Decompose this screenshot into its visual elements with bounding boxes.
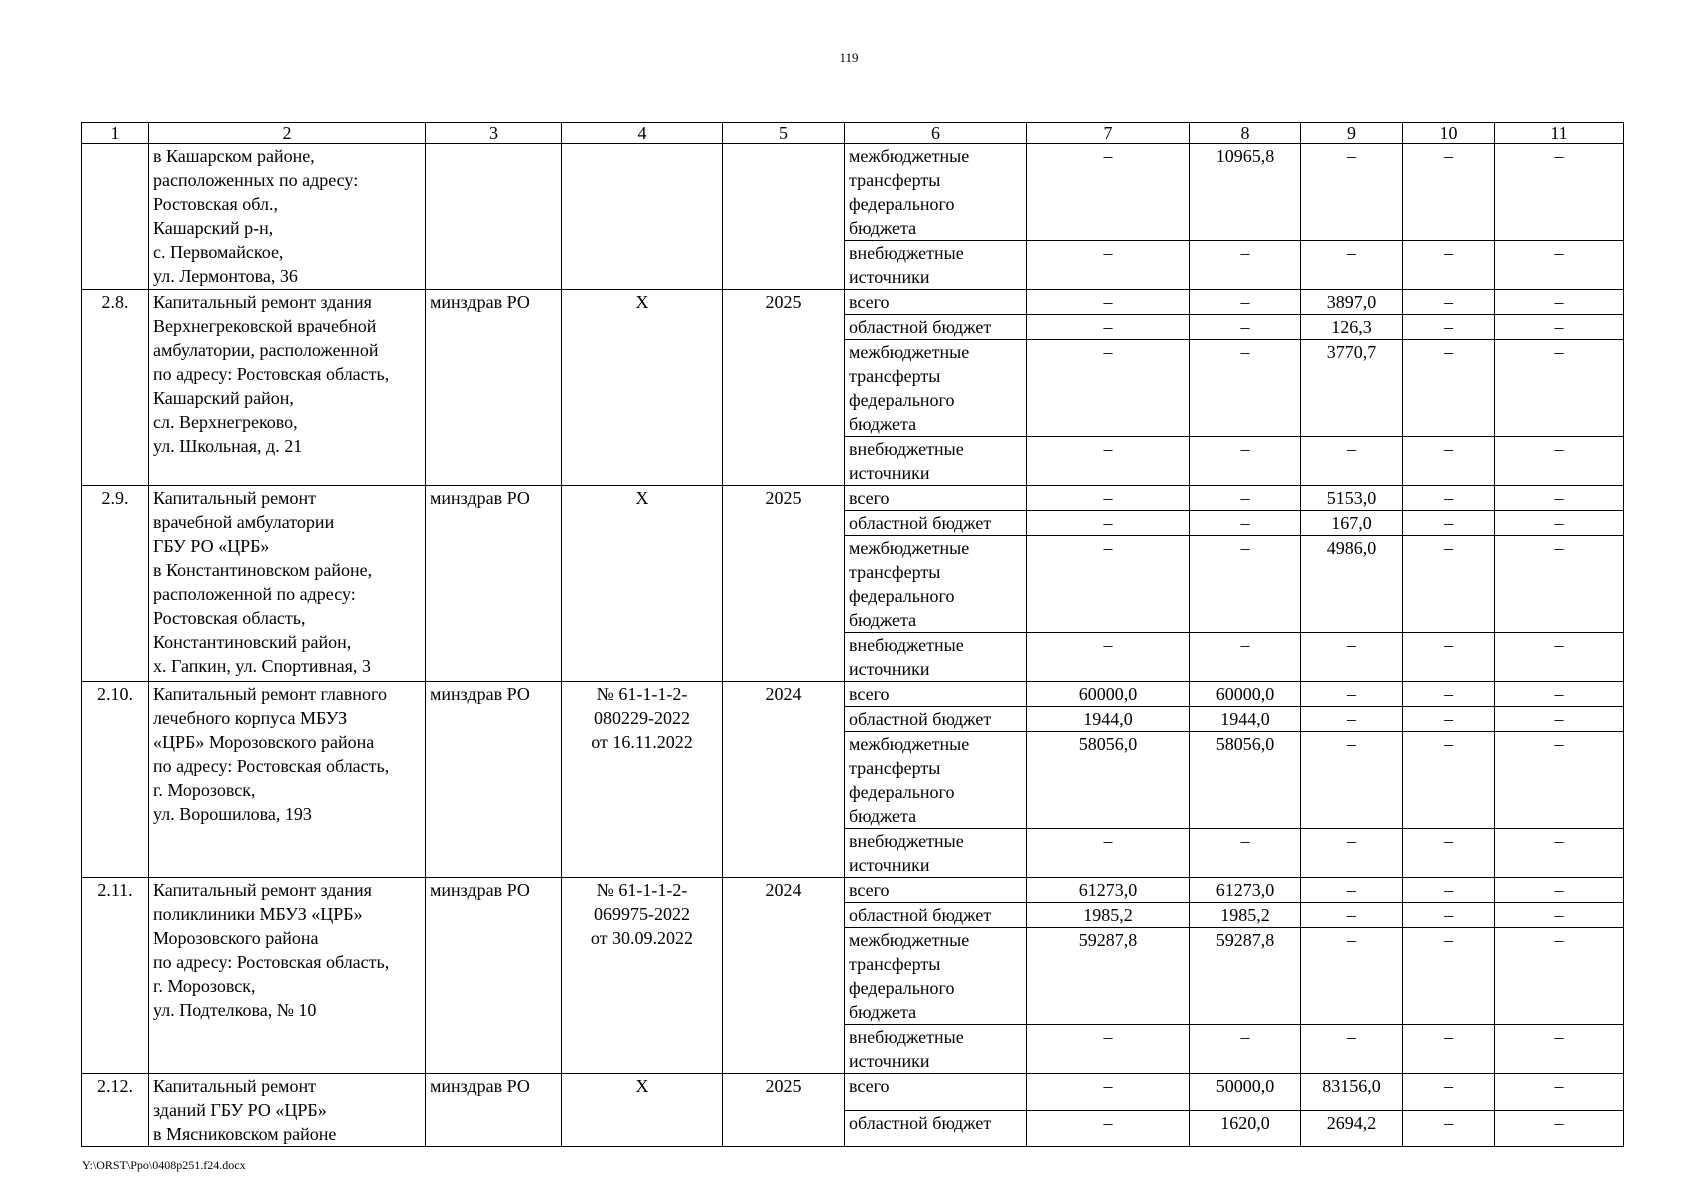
funding-source-cell: областной бюджет: [845, 1110, 1027, 1147]
row-number-cell: 2.12.: [82, 1074, 149, 1147]
value-cell-col9: 2694,2: [1301, 1110, 1403, 1147]
value-cell-col11: –: [1495, 241, 1624, 290]
value-cell-col10: –: [1403, 829, 1495, 878]
funding-source-cell: межбюджетные трансферты федерального бюджета: [845, 732, 1027, 829]
funding-source-cell: внебюджетные источники: [845, 633, 1027, 682]
value-cell-col7: –: [1027, 633, 1190, 682]
table-row: [82, 144, 1624, 241]
value-cell-col9: –: [1301, 144, 1403, 241]
value-cell-col7: –: [1027, 340, 1190, 437]
value-cell-col10: –: [1403, 290, 1495, 315]
funding-source-cell: областной бюджет: [845, 511, 1027, 536]
funding-source-cell: межбюджетные трансферты федерального бюджета: [845, 928, 1027, 1025]
value-cell-col9: –: [1301, 633, 1403, 682]
expertise-cell: № 61-1-1-2- 080229-2022 от 16.11.2022: [562, 682, 723, 878]
value-cell-col10: –: [1403, 732, 1495, 829]
value-cell-col8: –: [1190, 437, 1301, 486]
value-cell-col11: –: [1495, 1110, 1624, 1147]
value-cell-col9: –: [1301, 241, 1403, 290]
value-cell-col7: –: [1027, 511, 1190, 536]
value-cell-col9: –: [1301, 928, 1403, 1025]
value-cell-col9: –: [1301, 707, 1403, 732]
expertise-cell: X: [562, 1074, 723, 1147]
value-cell-col10: –: [1403, 682, 1495, 707]
header-cell-1: 1: [82, 123, 149, 144]
value-cell-col8: 1944,0: [1190, 707, 1301, 732]
value-cell-col9: 4986,0: [1301, 536, 1403, 633]
value-cell-col11: –: [1495, 903, 1624, 928]
project-name-cell: Капитальный ремонт зданий ГБУ РО «ЦРБ» в Мясниковском районе: [149, 1074, 426, 1147]
page-number: 119: [839, 50, 859, 65]
value-cell-col8: –: [1190, 486, 1301, 511]
value-cell-col8: 60000,0: [1190, 682, 1301, 707]
table-row: [82, 682, 1624, 707]
value-cell-col10: –: [1403, 511, 1495, 536]
value-cell-col10: –: [1403, 903, 1495, 928]
funding-source-cell: внебюджетные источники: [845, 241, 1027, 290]
funding-source-cell: областной бюджет: [845, 707, 1027, 732]
value-cell-col8: –: [1190, 290, 1301, 315]
financing-table: [81, 122, 1624, 1147]
value-cell-col7: –: [1027, 241, 1190, 290]
value-cell-col7: –: [1027, 315, 1190, 340]
header-cell-7: 7: [1027, 123, 1190, 144]
value-cell-col9: –: [1301, 732, 1403, 829]
value-cell-col11: –: [1495, 633, 1624, 682]
value-cell-col8: –: [1190, 536, 1301, 633]
value-cell-col11: –: [1495, 536, 1624, 633]
value-cell-col9: –: [1301, 1025, 1403, 1074]
project-name-cell: Капитальный ремонт главного лечебного корпуса МБУЗ «ЦРБ» Морозовского района по адресу: Ростовская область, г. Морозовск, ул. Ворошилова, 193: [149, 682, 426, 878]
value-cell-col10: –: [1403, 707, 1495, 732]
project-name-cell: Капитальный ремонт врачебной амбулатории ГБУ РО «ЦРБ» в Константиновском районе, расположенной по адресу: Ростовская область, Константиновский район, х. Гапкин, ул. Спортивная, 3: [149, 486, 426, 682]
value-cell-col10: –: [1403, 536, 1495, 633]
value-cell-col11: –: [1495, 829, 1624, 878]
project-name-cell: Капитальный ремонт здания Верхнегрековской врачебной амбулатории, расположенной по адресу: Ростовская область, Кашарский район, сл. Верхнегреково, ул. Школьная, д. 21: [149, 290, 426, 486]
funding-source-cell: всего: [845, 486, 1027, 511]
value-cell-col8: 50000,0: [1190, 1074, 1301, 1111]
funding-source-cell: всего: [845, 878, 1027, 903]
executor-cell: [426, 144, 562, 290]
value-cell-col7: –: [1027, 144, 1190, 241]
header-cell-11: 11: [1495, 123, 1624, 144]
value-cell-col11: –: [1495, 1025, 1624, 1074]
expertise-cell: [562, 144, 723, 290]
value-cell-col9: –: [1301, 903, 1403, 928]
value-cell-col8: 10965,8: [1190, 144, 1301, 241]
value-cell-col8: –: [1190, 315, 1301, 340]
value-cell-col7: 1985,2: [1027, 903, 1190, 928]
funding-source-cell: внебюджетные источники: [845, 1025, 1027, 1074]
value-cell-col10: –: [1403, 633, 1495, 682]
value-cell-col11: –: [1495, 340, 1624, 437]
value-cell-col8: 1620,0: [1190, 1110, 1301, 1147]
year-cell: 2025: [723, 1074, 845, 1147]
header-cell-6: 6: [845, 123, 1027, 144]
value-cell-col7: 58056,0: [1027, 732, 1190, 829]
value-cell-col7: 59287,8: [1027, 928, 1190, 1025]
value-cell-col7: –: [1027, 536, 1190, 633]
footer-file-path: Y:\ORST\Ppo\0408p251.f24.docx: [82, 1158, 246, 1172]
value-cell-col7: –: [1027, 1110, 1190, 1147]
header-cell-5: 5: [723, 123, 845, 144]
value-cell-col10: –: [1403, 437, 1495, 486]
value-cell-col10: –: [1403, 144, 1495, 241]
value-cell-col10: –: [1403, 1025, 1495, 1074]
value-cell-col10: –: [1403, 340, 1495, 437]
value-cell-col9: –: [1301, 437, 1403, 486]
value-cell-col7: –: [1027, 829, 1190, 878]
header-row: [82, 123, 1624, 144]
expertise-cell: № 61-1-1-2- 069975-2022 от 30.09.2022: [562, 878, 723, 1074]
value-cell-col8: 59287,8: [1190, 928, 1301, 1025]
value-cell-col9: –: [1301, 682, 1403, 707]
value-cell-col9: 3770,7: [1301, 340, 1403, 437]
funding-source-cell: межбюджетные трансферты федерального бюджета: [845, 536, 1027, 633]
header-cell-3: 3: [426, 123, 562, 144]
row-number-cell: 2.10.: [82, 682, 149, 878]
value-cell-col11: –: [1495, 878, 1624, 903]
value-cell-col9: 5153,0: [1301, 486, 1403, 511]
value-cell-col9: 83156,0: [1301, 1074, 1403, 1111]
value-cell-col11: –: [1495, 732, 1624, 829]
table-row: [82, 878, 1624, 903]
value-cell-col11: –: [1495, 682, 1624, 707]
funding-source-cell: областной бюджет: [845, 903, 1027, 928]
year-cell: 2025: [723, 290, 845, 486]
value-cell-col10: –: [1403, 241, 1495, 290]
project-name-cell: Капитальный ремонт здания поликлиники МБУЗ «ЦРБ» Морозовского района по адресу: Ростовская область, г. Морозовск, ул. Подтелкова, № 10: [149, 878, 426, 1074]
value-cell-col7: –: [1027, 1074, 1190, 1111]
value-cell-col11: –: [1495, 928, 1624, 1025]
value-cell-col8: 58056,0: [1190, 732, 1301, 829]
value-cell-col8: 1985,2: [1190, 903, 1301, 928]
funding-source-cell: внебюджетные источники: [845, 829, 1027, 878]
value-cell-col8: –: [1190, 829, 1301, 878]
value-cell-col7: –: [1027, 1025, 1190, 1074]
expertise-cell: X: [562, 290, 723, 486]
executor-cell: минздрав РО: [426, 682, 562, 878]
value-cell-col11: –: [1495, 511, 1624, 536]
executor-cell: минздрав РО: [426, 878, 562, 1074]
table-row: [82, 486, 1624, 511]
value-cell-col10: –: [1403, 315, 1495, 340]
value-cell-col11: –: [1495, 707, 1624, 732]
row-number-cell: 2.9.: [82, 486, 149, 682]
value-cell-col11: –: [1495, 290, 1624, 315]
funding-source-cell: внебюджетные источники: [845, 437, 1027, 486]
row-number-cell: [82, 144, 149, 290]
value-cell-col10: –: [1403, 486, 1495, 511]
header-cell-4: 4: [562, 123, 723, 144]
value-cell-col8: –: [1190, 340, 1301, 437]
value-cell-col9: 3897,0: [1301, 290, 1403, 315]
header-cell-2: 2: [149, 123, 426, 144]
project-name-cell: в Кашарском районе, расположенных по адресу: Ростовская обл., Кашарский р-н, с. Первомайское, ул. Лермонтова, 36: [149, 144, 426, 290]
year-cell: 2024: [723, 682, 845, 878]
value-cell-col8: –: [1190, 1025, 1301, 1074]
value-cell-col8: 61273,0: [1190, 878, 1301, 903]
executor-cell: минздрав РО: [426, 1074, 562, 1147]
value-cell-col9: 167,0: [1301, 511, 1403, 536]
table-row: [82, 1074, 1624, 1111]
value-cell-col7: –: [1027, 437, 1190, 486]
value-cell-col7: 61273,0: [1027, 878, 1190, 903]
value-cell-col8: –: [1190, 241, 1301, 290]
row-number-cell: 2.11.: [82, 878, 149, 1074]
year-cell: 2024: [723, 878, 845, 1074]
funding-source-cell: областной бюджет: [845, 315, 1027, 340]
value-cell-col10: –: [1403, 1074, 1495, 1111]
funding-source-cell: всего: [845, 1074, 1027, 1111]
value-cell-col7: –: [1027, 290, 1190, 315]
value-cell-col7: –: [1027, 486, 1190, 511]
executor-cell: минздрав РО: [426, 486, 562, 682]
funding-source-cell: межбюджетные трансферты федерального бюджета: [845, 340, 1027, 437]
table-row: [82, 290, 1624, 315]
value-cell-col7: 60000,0: [1027, 682, 1190, 707]
value-cell-col7: 1944,0: [1027, 707, 1190, 732]
year-cell: 2025: [723, 486, 845, 682]
value-cell-col11: –: [1495, 144, 1624, 241]
value-cell-col11: –: [1495, 1074, 1624, 1111]
expertise-cell: X: [562, 486, 723, 682]
value-cell-col9: –: [1301, 829, 1403, 878]
year-cell: [723, 144, 845, 290]
header-cell-8: 8: [1190, 123, 1301, 144]
funding-source-cell: всего: [845, 290, 1027, 315]
header-cell-9: 9: [1301, 123, 1403, 144]
executor-cell: минздрав РО: [426, 290, 562, 486]
value-cell-col11: –: [1495, 437, 1624, 486]
value-cell-col11: –: [1495, 486, 1624, 511]
value-cell-col9: –: [1301, 878, 1403, 903]
funding-source-cell: межбюджетные трансферты федерального бюджета: [845, 144, 1027, 241]
value-cell-col8: –: [1190, 511, 1301, 536]
value-cell-col10: –: [1403, 878, 1495, 903]
header-cell-10: 10: [1403, 123, 1495, 144]
row-number-cell: 2.8.: [82, 290, 149, 486]
value-cell-col10: –: [1403, 1110, 1495, 1147]
funding-source-cell: всего: [845, 682, 1027, 707]
value-cell-col9: 126,3: [1301, 315, 1403, 340]
value-cell-col11: –: [1495, 315, 1624, 340]
value-cell-col10: –: [1403, 928, 1495, 1025]
value-cell-col8: –: [1190, 633, 1301, 682]
